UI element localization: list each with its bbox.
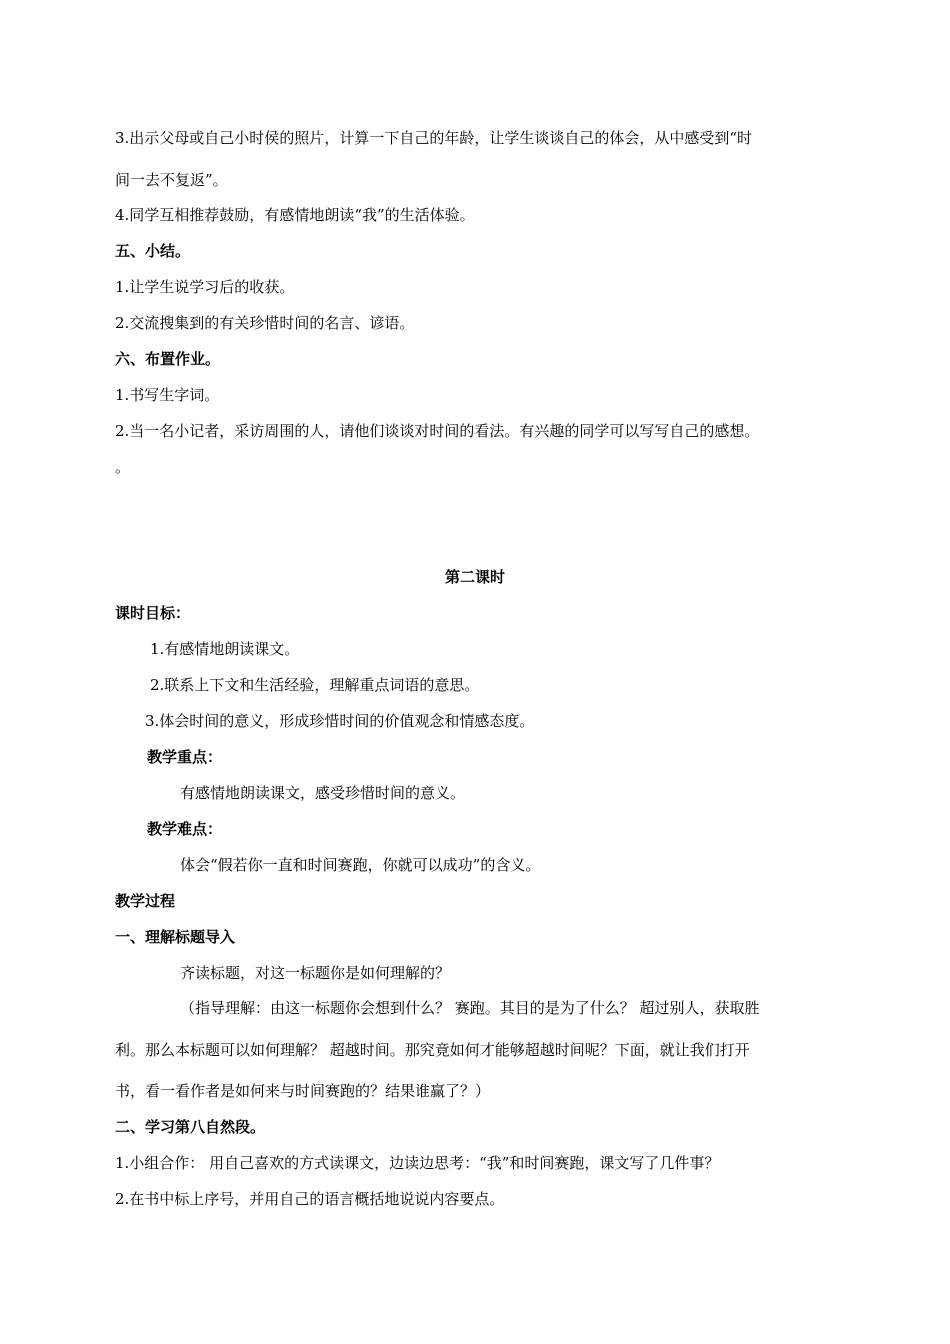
key-point-text: 有感情地朗读课文，感受珍惜时间的意义。 [180,784,466,802]
objectives-heading: 课时目标： [115,604,191,622]
stray-punctuation: 。 [115,458,131,476]
process-heading: 教学过程 [115,892,176,910]
section-heading-homework: 六、布置作业。 [115,350,221,368]
paragraph8-item-2: 2.在书中标上序号，并用自己的语言概括地说说内容要点。 [115,1190,505,1208]
paragraph-item3-line2: 间一去不复返”。 [115,171,228,189]
difficulty-text: 体会“假若你一直和时间赛跑，你就可以成功”的含义。 [180,856,541,874]
guidance-line-3: 书，看一看作者是如何来与时间赛跑的？结果谁赢了？） [115,1082,491,1100]
guidance-line-2: 利。那么本标题可以如何理解？ 超越时间。那究竟如何才能够超越时间呢？下面，就让我们打开 [115,1041,750,1059]
paragraph-item3-line1: 3.出示父母或自己小时侯的照片，计算一下自己的年龄，让学生谈谈自己的体会，从中感受到“时 [115,129,752,147]
summary-item-2: 2.交流搜集到的有关珍惜时间的名言、谚语。 [115,314,415,332]
homework-item-1: 1.书写生字词。 [115,386,220,404]
homework-item-2: 2.当一名小记者，采访周围的人，请他们谈谈对时间的看法。有兴趣的同学可以写写自己的感想。 [115,422,760,440]
title-intro-question: 齐读标题，对这一标题你是如何理解的？ [180,964,451,982]
guidance-line-1: （指导理解：由这一标题你会想到什么？ 赛跑。其目的是为了什么？ 超过别人，获取胜 [180,999,760,1017]
paragraph-item4: 4.同学互相推荐鼓励，有感情地朗读“我”的生活体验。 [115,206,475,224]
objective-2: 2.联系上下文和生活经验，理解重点词语的意思。 [150,676,480,694]
objective-1: 1.有感情地朗读课文。 [150,640,300,658]
paragraph8-item-1: 1.小组合作： 用自己喜欢的方式读课文，边读边思考：“我”和时间赛跑，课文写了几件事？ [115,1154,720,1172]
section-heading-title-intro: 一、理解标题导入 [115,928,236,946]
difficulty-heading: 教学难点： [147,820,223,838]
lesson-title: 第二课时 [444,568,505,586]
section-heading-summary: 五、小结。 [115,242,191,260]
section-heading-paragraph8: 二、学习第八自然段。 [115,1118,266,1136]
summary-item-1: 1.让学生说学习后的收获。 [115,278,295,296]
objective-3: 3.体会时间的意义，形成珍惜时间的价值观念和情感态度。 [145,712,535,730]
key-point-heading: 教学重点： [147,748,223,766]
